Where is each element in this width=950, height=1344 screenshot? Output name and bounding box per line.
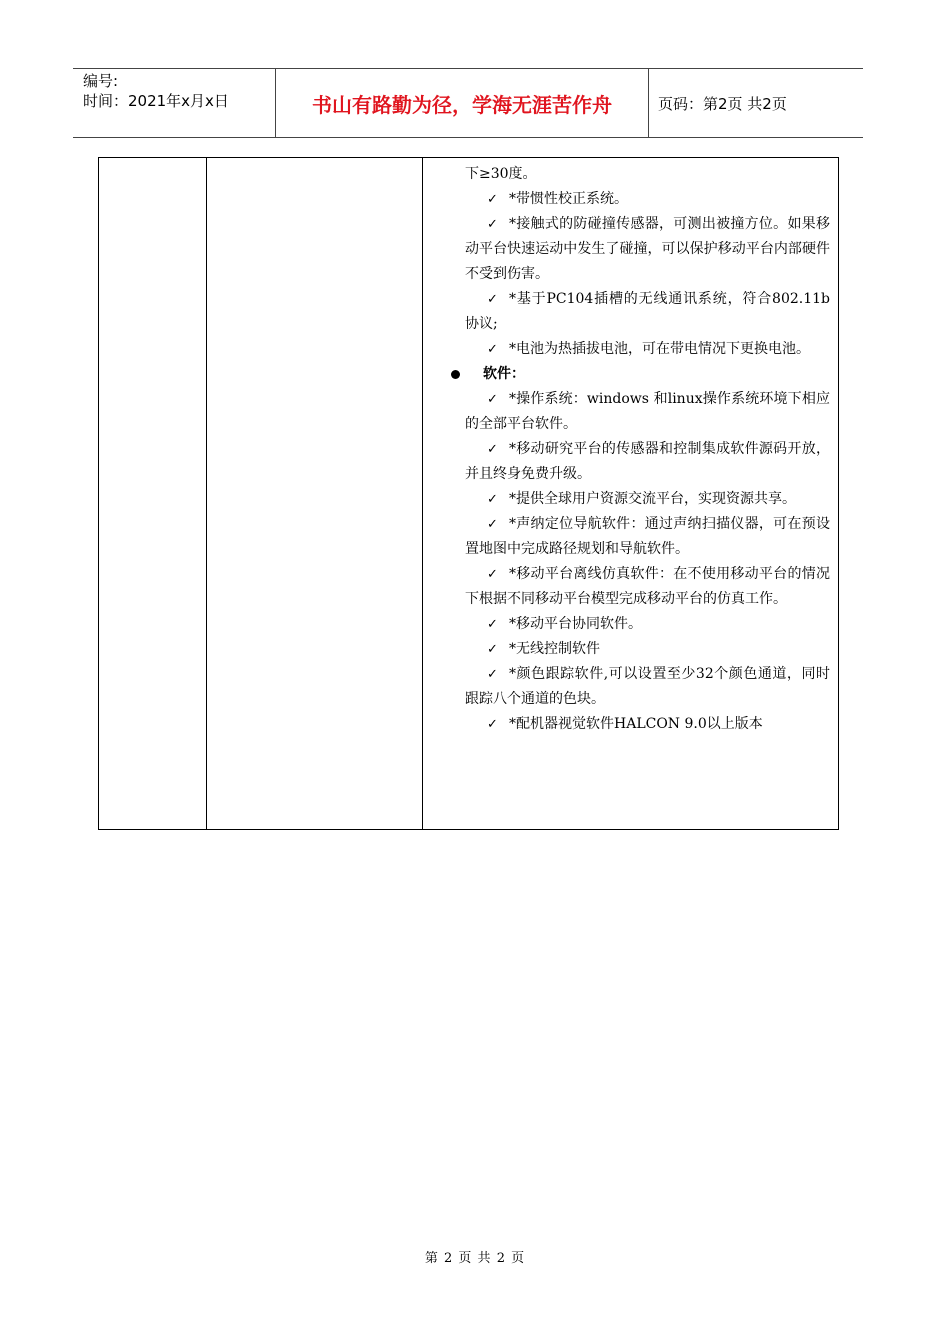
checkmark-icon: ✓	[487, 342, 498, 357]
table-column-divider	[206, 158, 207, 829]
checkmark-icon: ✓	[487, 217, 498, 232]
spec-item	[465, 387, 830, 437]
time-label: 时间：2021年x月x日	[83, 92, 229, 110]
checkmark-icon: ✓	[487, 392, 498, 407]
checkmark-icon: ✓	[487, 442, 498, 457]
checkmark-icon: ✓	[487, 292, 498, 307]
spec-item	[465, 337, 830, 362]
checkmark-icon: ✓	[487, 717, 498, 732]
page-footer: 第 2 页 共 2 页	[424, 1251, 526, 1266]
checkmark-icon: ✓	[487, 492, 498, 507]
spec-item-text: *带惯性校正系统。	[509, 191, 628, 207]
spec-text: 下≥30度。	[465, 166, 537, 182]
spec-item	[465, 212, 830, 287]
checkmark-icon: ✓	[487, 617, 498, 632]
serial-label: 编号:	[83, 72, 119, 90]
spec-item	[465, 487, 830, 512]
spec-item-text: *提供全球用户资源交流平台，实现资源共享。	[509, 491, 796, 507]
spec-item-text: *接触式的防碰撞传感器，可测出被撞方位。如果移动平台快速运动中发生了碰撞，可以保护移动平台内部硬件不受到伤害。	[465, 216, 830, 282]
spec-item-text: *配机器视觉软件HALCON 9.0以上版本	[509, 716, 763, 732]
spec-item	[465, 637, 830, 662]
spec-item-text: *移动研究平台的传感器和控制集成软件源码开放，并且终身免费升级。	[465, 441, 830, 482]
spec-item-text: *颜色跟踪软件,可以设置至少32个颜色通道，同时跟踪八个通道的色块。	[465, 666, 830, 707]
spec-item-text: *无线控制软件	[509, 641, 600, 657]
spec-item-text: *移动平台协同软件。	[509, 616, 642, 632]
spec-item	[465, 712, 830, 737]
spec-cell	[422, 158, 838, 829]
bullet-icon	[451, 370, 460, 379]
section-heading	[465, 362, 830, 387]
spec-item-text: *电池为热插拔电池，可在带电情况下更换电池。	[509, 341, 810, 357]
checkmark-icon: ✓	[487, 517, 498, 532]
spec-item	[465, 662, 830, 712]
section-heading-text: 软件：	[483, 366, 525, 382]
spec-table	[98, 157, 839, 830]
header-meta	[73, 69, 275, 137]
page-header	[73, 68, 863, 138]
spec-item	[465, 562, 830, 612]
spec-item-text: *移动平台离线仿真软件：在不使用移动平台的情况下根据不同移动平台模型完成移动平台的仿真工作。	[465, 566, 830, 607]
header-page-info: 页码：第2页 共2页	[658, 94, 787, 113]
spec-item	[465, 512, 830, 562]
spec-item-text: *基于PC104插槽的无线通讯系统，符合802.11b协议;	[465, 291, 830, 332]
header-slogan: 书山有路勤为径，学海无涯苦作舟	[275, 69, 649, 137]
spec-item	[465, 437, 830, 487]
checkmark-icon: ✓	[487, 192, 498, 207]
spec-item	[465, 612, 830, 637]
spec-item-text: *操作系统：windows 和linux操作系统环境下相应的全部平台软件。	[465, 391, 830, 432]
checkmark-icon: ✓	[487, 567, 498, 582]
checkmark-icon: ✓	[487, 667, 498, 682]
spec-item	[465, 287, 830, 337]
checkmark-icon: ✓	[487, 642, 498, 657]
spec-item	[465, 187, 830, 212]
spec-item-text: *声纳定位导航软件：通过声纳扫描仪器，可在预设置地图中完成路径规划和导航软件。	[465, 516, 830, 557]
